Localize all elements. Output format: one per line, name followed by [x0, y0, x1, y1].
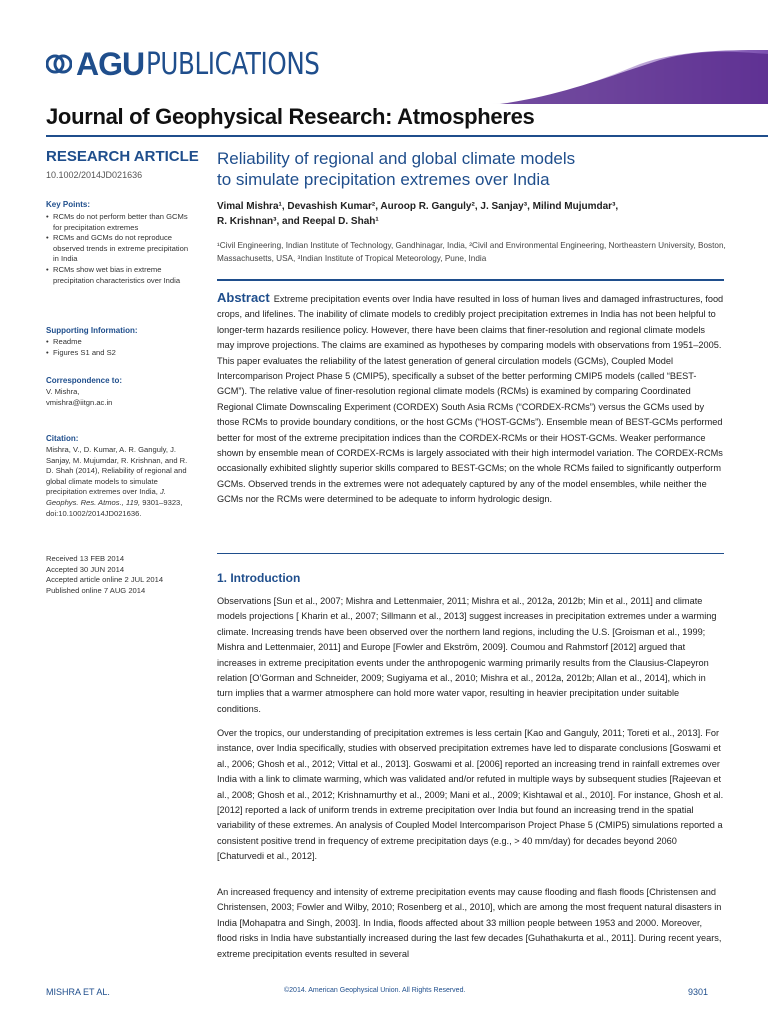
abstract-divider: [217, 279, 724, 281]
citation: [46, 434, 196, 519]
date-received: Received 13 FEB 2014: [46, 554, 125, 563]
correspondence-name: V. Mishra,: [46, 387, 80, 396]
author-list: [217, 199, 737, 229]
journal-title: Journal of Geophysical Research: Atmospheres: [46, 104, 535, 129]
key-point-item: • RCMs do not perform better than GCMs for precipitation extremes: [46, 212, 196, 233]
date-online: Accepted article online 2 JUL 2014: [46, 575, 164, 585]
jgr-label: JGR: [526, 78, 559, 95]
header-divider: [46, 135, 768, 137]
correspondence-email[interactable]: vmishra@iitgn.ac.in: [46, 397, 113, 407]
doi: 10.1002/2014JD021636: [46, 170, 143, 180]
footer-copyright: ©2014. American Geophysical Union. All Rights Reserved.: [284, 987, 466, 994]
key-points: [46, 200, 196, 286]
paper-title-line: Reliability of regional and global climate models: [217, 149, 576, 168]
key-point-item: • RCMs and GCMs do not reproduce observed trends in extreme precipitation in India: [46, 233, 196, 265]
supporting-item[interactable]: • Figures S1 and S2: [46, 348, 196, 359]
article-dates: [46, 554, 206, 596]
article-type: RESEARCH ARTICLE: [46, 148, 199, 165]
paper-title: [217, 148, 737, 190]
agu-logo-icon: [46, 51, 72, 77]
citation-journal: J. Geophys. Res. Atmos., 119,: [46, 487, 166, 507]
key-points-heading: Key Points:: [46, 200, 91, 209]
abstract-bottom-divider: [217, 553, 724, 554]
logo-agu-text: AGU: [76, 45, 145, 82]
citation-heading: Citation:: [46, 434, 79, 443]
footer-author: MISHRA ET AL.: [46, 987, 110, 997]
page-number: 9301: [688, 987, 709, 997]
correspondence-heading: Correspondence to:: [46, 376, 123, 385]
supporting-information: [46, 326, 196, 358]
authors-line: Vimal Mishra¹, Devashish Kumar², Auroop R. Ganguly², J. Sanjay³, Milind Mujumdar³,: [217, 201, 619, 212]
section-heading-introduction: 1. Introduction: [217, 571, 301, 585]
key-point-item: • RCMs show wet bias in extreme precipitation characteristics over India: [46, 265, 196, 286]
supporting-item[interactable]: • Readme: [46, 337, 196, 348]
correspondence: [46, 376, 196, 408]
date-accepted: Accepted 30 JUN 2014: [46, 564, 125, 574]
jgr-badge: [490, 50, 768, 104]
abstract-heading: Abstract: [217, 290, 270, 305]
paragraph: Over the tropics, our understanding of precipitation extremes is less certain [Kao and Ganguly, 2011; Toreti et al., 2013]. For instance, over India specifically, studies with observed precipitation extremes have led to disparate conclusions [Goswami et al., 2006; Ghosh et al., 2012; Vittal et al., 2013]. Goswami et al. [2006] reported an increasing trend in rainfall extremes over India with a link to climate warming, which was validated and/or refuted in multiple ways by subsequent studies [Rajeevan et al., 2008; Ghosh et al., 2012; Krishnamurthy et al., 2009; Mani et al., 2009; Kishtawal et al., 2010]. For instance, Ghosh et al. [2012] reported a lack of uniform trends in extreme precipitation over India but found an increasing trend in the spatial variability of these extremes. An analysis of Coupled Model Intercomparison Project Phase 5 (CMIP5) simulations reported a consistent positive trend in frequency of extreme precipitation days (e.g., > 40 mm/day) for decades beyond 2060 [Chaturvedi et al., 2012].: [217, 728, 724, 862]
agu-publications-logo: [46, 44, 358, 84]
citation-text: Mishra, V., D. Kumar, A. R. Ganguly, J. Sanjay, M. Mujumdar, R. Krishnan, and R. D. Shah (2014), Reliability of regional and global climate models to simulate precipitation extremes over India,: [46, 445, 188, 497]
supporting-heading: Supporting Information:: [46, 326, 138, 335]
authors-line: R. Krishnan³, and Reepal D. Shah¹: [217, 216, 379, 227]
logo-publications-text: PUBLICATIONS: [146, 46, 320, 82]
abstract: [217, 290, 724, 508]
paragraph: An increased frequency and intensity of extreme precipitation events may cause flooding and flash floods [Christensen and Christensen, 2003; Fowler and Wilby, 2010; Rosenberg et al., 2010], which are among the most frequent natural disasters in India [Mohapatra and Singh, 2003]. In India, floods affected about 33 million people between 1953 and 2000. Moreover, flood risks in India have substantially increased during the last few decades [Guhathakurta et al., 2011]. During recent years, extreme precipitation events resulted in several: [217, 887, 722, 959]
paper-title-line: to simulate precipitation extremes over India: [217, 170, 550, 189]
citation-pages: 9301–9323, doi:10.1002/2014JD021636.: [46, 497, 183, 518]
paragraph: Observations [Sun et al., 2007; Mishra and Lettenmaier, 2011; Mishra et al., 2012a, 2012b; Min et al., 2011] and climate models projections [ Kharin et al., 2007; Sillmann et al., 2013] suggest increases in precipitation extremes under a warming climate. Increasing trends have been observed over the northern land regions, including the U.S. [Groisman et al., 1999; Mishra and Lettenmaier, 2011] and Europe [Fowler and Ekström, 2009]. Coumou and Rahmstorf [2012] argued that increases in extreme precipitation events under the anthropogenic warming primarily results from the Clausius-Clapeyron relation [O’Gorman and Schneider, 2009; Sugiyama et al., 2010; Mishra et al., 2012a, 2012b; Allan et al., 2014], which in turn implies that a warmer atmosphere can hold more water vapor, resulting in heavier precipitation under suitable conditions.: [217, 596, 717, 714]
affiliations: ¹Civil Engineering, Indian Institute of Technology, Gandhinagar, India, ²Civil and Environmental Engineering, Northeastern University, Boston, Massachusetts, USA, ³Indian Institute of Tropical Meteorology, Pune, India: [217, 241, 726, 263]
date-published: Published online 7 AUG 2014: [46, 585, 146, 595]
abstract-text: Extreme precipitation events over India have resulted in loss of human lives and damaged infrastructures, food crops, and lifelines. The inability of climate models to credibly project precipitation extremes in India has not been helpful to longer-term hazards resilience policy. However, there have been claims that finer-resolution and regional climate models may improve projections. The claims are examined as hypotheses by comparing models with observations from 1951–2005. This paper evaluates the reliability of the latest generation of general circulation models (GCMs), Coupled Model Intercomparison Project Phase 5 (CMIP5), specifically a subset of the better performing CMIP5 models (called “BEST-GCM”). The relative value of finer-resolution regional climate models (RCMs) is examined by comparing Coordinated Regional Climate Downscaling Experiment (CORDEX) South Asia RCMs (“CORDEX-RCMs”) versus the GCMs used by those RCMs to provide boundary conditions, or the host GCMs (“HOST-GCMs”). Ensemble mean of BEST-GCMs performed better for most of the extreme precipitation indices than the CORDEX-RCMs or their HOST-GCMs. Weaker performance shown by ensemble mean of CORDEX-RCMs is largely associated with their high intermodel variation. The CORDEX-RCMs occasionally exhibited slightly superior skills compared to BEST-GCMs; on the whole RCMs failed to significantly outperform GCMs. Observed trends in the extremes were not adequately captured by any of the model ensembles, while neither the GCMs nor the RCMs were determined to be adequate to inform hydrologic design.: [217, 294, 724, 505]
